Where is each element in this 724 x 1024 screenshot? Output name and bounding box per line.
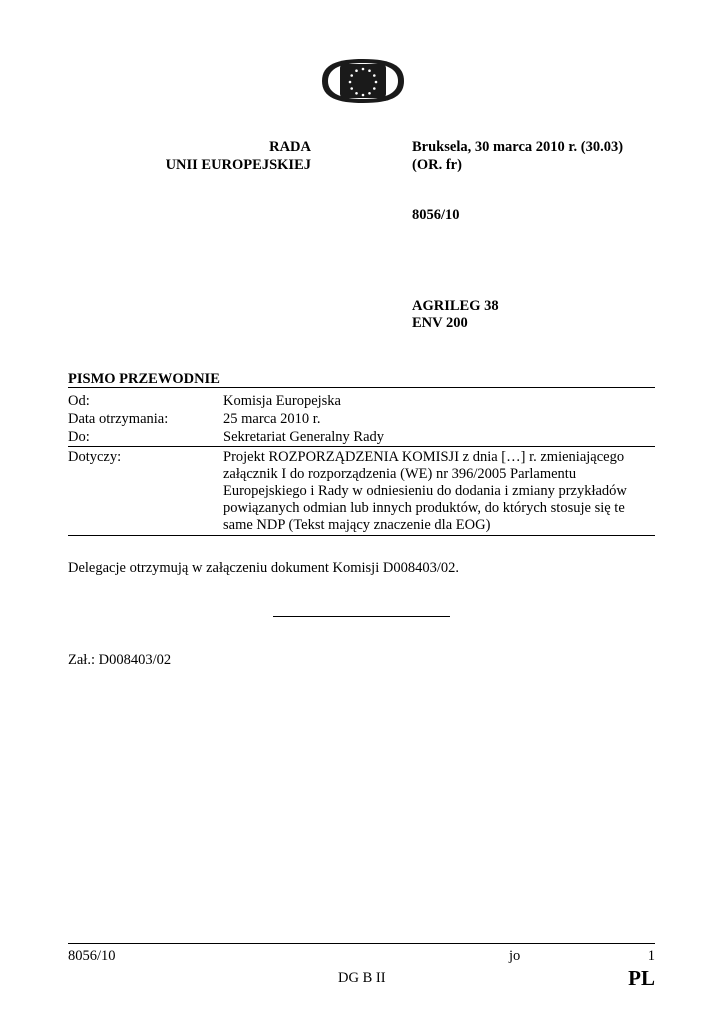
- original-language: (OR. fr): [412, 157, 462, 173]
- row-to-label: Do:: [68, 429, 90, 445]
- council-emblem-logo: [318, 56, 408, 106]
- subject-line: same NDP (Tekst mający znaczenie dla EOG): [223, 517, 491, 533]
- subject-line: powiązanych odmian lub innych produktów, do których stosuje się te: [223, 500, 625, 516]
- council-name-line2: UNII EUROPEJSKIEJ: [165, 157, 311, 173]
- separator-line: [273, 616, 450, 617]
- row-from-label: Od:: [68, 393, 90, 409]
- divider-bottom: [68, 535, 655, 536]
- code-agrileg: AGRILEG 38: [412, 298, 499, 314]
- cover-note-title: PISMO PRZEWODNIE: [68, 371, 220, 387]
- row-subject-value: [223, 449, 653, 534]
- attachment-note: Zał.: D008403/02: [68, 652, 172, 668]
- footer-doc-number: 8056/10: [68, 948, 116, 964]
- divider-top: [68, 387, 655, 388]
- subject-line: Europejskiego i Rady w odniesieniu do dodania i zmiany przykładów: [223, 483, 627, 499]
- row-from-value: Komisja Europejska: [223, 393, 341, 409]
- body-text: Delegacje otrzymują w załączeniu dokument Komisji D008403/02.: [68, 560, 459, 576]
- document-number: 8056/10: [412, 207, 460, 223]
- row-received-label: Data otrzymania:: [68, 411, 169, 427]
- code-env: ENV 200: [412, 315, 468, 331]
- footer-initials: jo: [509, 948, 521, 964]
- footer-language: PL: [628, 966, 655, 990]
- row-subject-label: Dotyczy:: [68, 449, 122, 465]
- place-date: Bruksela, 30 marca 2010 r. (30.03): [412, 139, 624, 155]
- subject-line: załącznik I do rozporządzenia (WE) nr 396/2005 Parlamentu: [223, 466, 577, 482]
- council-name-line1: RADA: [269, 139, 311, 155]
- subject-line: Projekt ROZPORZĄDZENIA KOMISJI z dnia […] r. zmieniającego: [223, 449, 625, 465]
- row-to-value: Sekretariat Generalny Rady: [223, 429, 385, 445]
- footer-page-number: 1: [647, 948, 655, 964]
- divider-middle: [68, 446, 655, 447]
- footer-divider: [68, 943, 655, 944]
- footer-dg: DG B II: [338, 970, 386, 986]
- row-received-value: 25 marca 2010 r.: [223, 411, 321, 427]
